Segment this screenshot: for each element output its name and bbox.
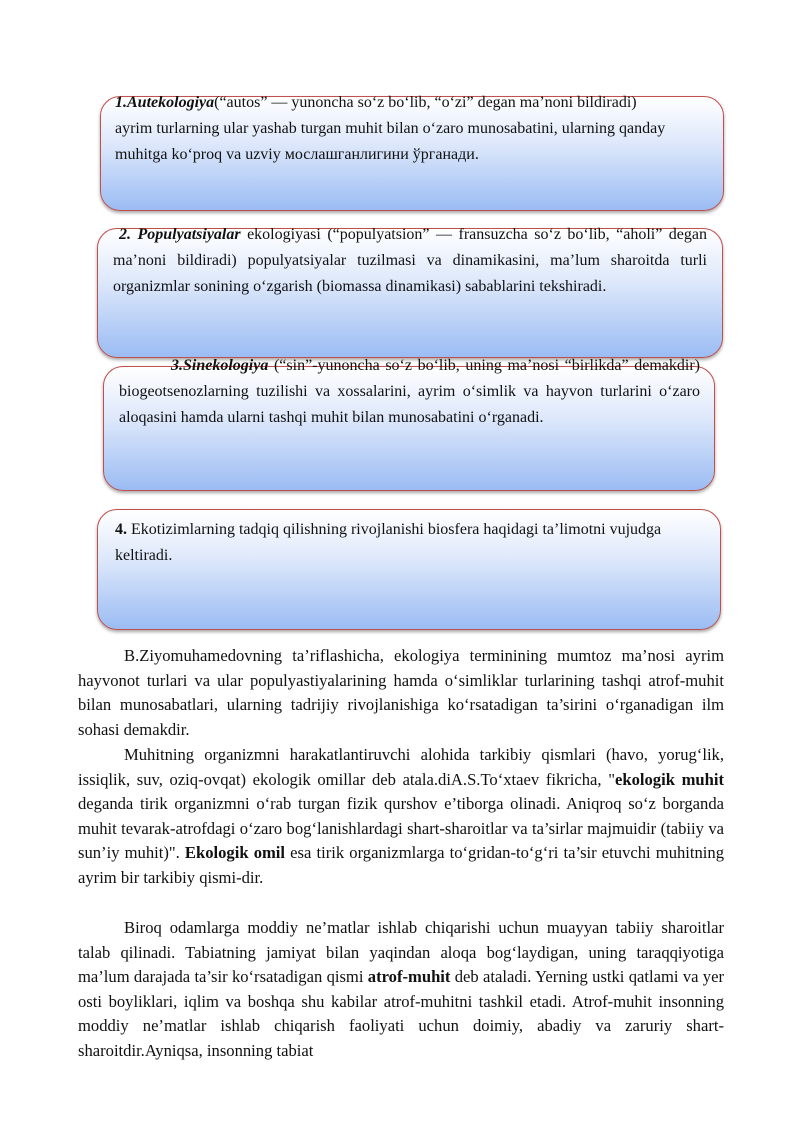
box-4-term: 4. bbox=[115, 521, 127, 538]
paragraph-2-part-b: deganda tirik organizmni o‘rab turgan fizik qurshov e’tiborga olinadi. Aniqroq so‘z borganda muhit tevarak-atrofdagi o‘zaro bog‘lanishlardagi shart-sharoitlar va ta’sirlar majmuidir (tabiiy va sun’iy muhit)". bbox=[78, 794, 724, 863]
info-box-ekotizimlar bbox=[97, 509, 721, 630]
box-4-body: Ekotizimlarning tadqiq qilishning rivojlanishi biosfera haqidagi ta’limotni vujudga keltiradi. bbox=[115, 521, 662, 564]
box-2-body: ekologiyasi (“populyatsion” — fransuzcha so‘z bo‘lib, “aholi” degan ma’noni bildiradi) populyatsiyalar tuzilmasi va dinamikasini, ma’lum sharoitda turli organizmlar sonining o‘zgarish (biomassa dinamikasi) sabablarini tekshiradi. bbox=[113, 226, 707, 295]
box-2-term: 2. Populyatsiyalar bbox=[119, 226, 241, 243]
paragraph-1-text: B.Ziyomuhamedovning ta’riflashicha, ekologiya terminining mumtoz ma’nosi ayrim hayvonot turlari va ular populyastiyalarining hamda o‘simliklar turlarining tashqi atrof-muhit bilan munosabatlari, ularning tadrijiy rivojlanishiga ko‘rsatadigan ta’sirini o‘rganadigan ilm sohasi demakdir. bbox=[78, 646, 724, 739]
box-3-body: (“sin”-yunoncha so‘z bo‘lib, uning ma’nosi “birlikda” demakdir) biogeotsenozlarning tuzilishi va xossalarini, ayrim o‘simlik va hayvon turlarini o‘zaro aloqasini hamda ularni tashqi muhit bilan munosabatini o‘rganadi. bbox=[119, 357, 700, 426]
box-1-body: (“autos” — yunoncha so‘z bo‘lib, “o‘zi” degan ma’noni bildiradi) ayrim turlarning ular yashab turgan muhit bilan o‘zaro munosabatini, ularning qanday muhitga ko‘proq va uzviy мослашганлигини ўрганади. bbox=[115, 94, 666, 163]
paragraph-ekologik-muhit bbox=[78, 743, 724, 891]
box-4-text bbox=[115, 517, 700, 569]
paragraph-3-part-a: Biroq odamlarga moddiy ne’matlar ishlab chiqarishi uchun muayyan tabiiy sharoitlar talab qilinadi. Tabiatning jamiyat bilan yaqindan aloqa bog‘laydigan, uning taraqqiyotiga ma’lum darajada ta’sir ko‘rsatadigan qismi bbox=[78, 918, 724, 987]
term-ekologik-omil: Ekologik omil bbox=[184, 843, 286, 863]
box-3-text bbox=[119, 353, 700, 431]
box-1-term: 1.Autekologiya bbox=[115, 94, 215, 111]
paragraph-2-part-a: Muhitning organizmni harakatlantiruvchi alohida tarkibiy qismlari (havo, yorug‘lik, issiqlik, suv, oziq-ovqat) ekologik omillar deb atala.diA.S.To‘xtaev fikricha, " bbox=[78, 745, 724, 789]
info-box-populyatsiyalar bbox=[97, 228, 723, 358]
box-3-term: 3.Sinekologiya bbox=[171, 357, 269, 374]
info-box-autekologiya bbox=[100, 96, 724, 211]
paragraph-atrof-muhit bbox=[78, 916, 724, 1064]
paragraph-2-part-c: esa tirik organizmlarga to‘gridan-to‘g‘ri ta’sir etuvchi muhitning ayrim bir tarkibiy qismi-dir. bbox=[78, 843, 725, 887]
box-1-text bbox=[115, 90, 667, 168]
term-ekologik-muhit: ekologik muhit bbox=[615, 769, 724, 789]
paragraph-ziyomuhamedov bbox=[78, 644, 724, 742]
paragraph-3-part-b: deb ataladi. Yerning ustki qatlami va yer osti boyliklari, iqlim va boshqa shu kabilar atrof-muhitni tashkil etadi. Atrof-muhit insonning moddiy ne’matlar ishlab chiqarish faoliyati uchun doimiy, abadiy va zaruriy shart-sharoitdir.Ayniqsa, insonning tabiat bbox=[78, 967, 724, 1060]
info-box-sinekologiya bbox=[103, 357, 715, 491]
box-2-text bbox=[113, 222, 707, 300]
term-atrof-muhit: atrof-muhit bbox=[367, 967, 451, 987]
